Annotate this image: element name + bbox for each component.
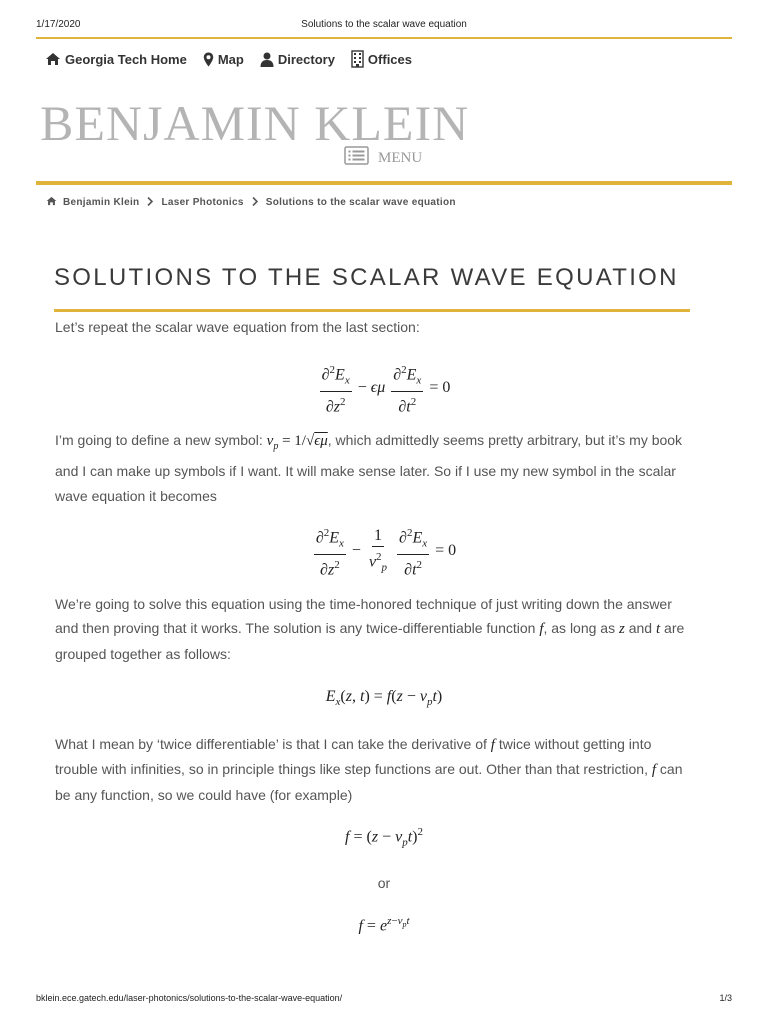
person-icon (260, 52, 274, 67)
breadcrumb-current: Solutions to the scalar wave equation (265, 197, 456, 208)
page-number: 1/3 (719, 993, 732, 1003)
equation-scalar-wave: $\frac{\partial^2E_x}{\partial z^2}$ − ϵμ $\frac{\partial^2E_x}{\partial t^2}$ = 0 (0, 361, 768, 416)
equation-example-exponential: $f = e^{z-v_pt}$ (358, 915, 410, 935)
inline-var-f: f (490, 737, 495, 753)
header-accent-rule (36, 181, 732, 185)
print-header (36, 19, 732, 30)
paragraph-intro (55, 315, 695, 339)
equation-scalar-wave-vp: $\frac{\partial^2E_x}{\partial z^2}$ − $\frac{1}{v^2_p}$ $\frac{\partial^2E_x}{\partial t^2}$ = 0 (0, 524, 768, 579)
paragraph-twice-differentiable (55, 732, 695, 807)
nav-link-directory[interactable] (260, 50, 335, 68)
menu-label: MENU (378, 149, 423, 166)
print-footer (36, 993, 732, 1003)
title-accent-rule (54, 309, 690, 312)
nav-label: Offices (367, 51, 412, 67)
paragraph-text: and (624, 620, 656, 637)
home-icon (46, 196, 57, 209)
breadcrumb-link-section[interactable]: Laser Photonics (161, 197, 244, 208)
building-icon (351, 50, 364, 68)
paragraph-text: We’re going to solve this equation using the time-honored technique of just writing down the answer and then proving that it works. The solution is any twice-differentiable function (55, 596, 672, 637)
nav-label: Georgia Tech Home (65, 51, 187, 67)
paragraph-text: , which admittedly seems pretty arbitrary, but it’s my book and I can make up symbols if I want. It will make sense later. So if I use my new symbol in the scalar wave equation it becomes (55, 432, 683, 504)
list-menu-icon (344, 146, 369, 170)
nav-link-offices[interactable] (351, 50, 412, 68)
nav-label: Directory (277, 51, 335, 67)
paragraph-text: I’m going to define a new symbol: (55, 432, 267, 448)
paragraph-solution (55, 592, 695, 666)
nav-link-map[interactable] (203, 50, 244, 68)
paragraph-text: are grouped together as follows: (55, 620, 685, 662)
paragraph-text: can be any function, so we could have (for example) (55, 761, 683, 803)
inline-var-f: f (651, 762, 657, 779)
breadcrumb (46, 196, 456, 209)
page-url: bklein.ece.gatech.edu/laser-photonics/solutions-to-the-scalar-wave-equation/ (36, 993, 343, 1003)
page-title: SOLUTIONS TO THE SCALAR WAVE EQUATION (54, 264, 679, 291)
inline-var-z: z (618, 621, 625, 638)
chevron-right-icon (147, 197, 153, 209)
nav-link-georgia-tech-home[interactable] (45, 50, 187, 68)
print-title: Solutions to the scalar wave equation (301, 19, 467, 30)
utility-nav (45, 50, 412, 68)
inline-formula-vp: $v_p = 1/√\epsilon\mu$ (266, 433, 328, 452)
or-text: or (377, 875, 391, 891)
menu-toggle-button[interactable] (344, 146, 422, 170)
paragraph-text: twice without getting into trouble with infinities, so in principle things like step functions are out. Other than that restriction, (55, 736, 652, 778)
print-date: 1/17/2020 (36, 19, 81, 30)
paragraph-new-symbol (55, 428, 695, 508)
map-pin-icon (203, 52, 214, 67)
equation-example-square: $f = (z - v_pt)^2$ (345, 826, 423, 849)
inline-var-f: f (539, 621, 544, 638)
nav-label: Map (217, 51, 244, 67)
paragraph-text: , as long as (543, 620, 619, 637)
equation-general-solution: $E_x(z$, $t) = f(z - v_pt)$ (325, 688, 443, 709)
breadcrumb-link-home[interactable]: Benjamin Klein (63, 197, 140, 208)
top-accent-rule (36, 37, 732, 39)
chevron-right-icon (252, 197, 258, 209)
paragraph-text: What I mean by ‘twice differentiable’ is that I can take the derivative of (55, 736, 491, 752)
paragraph-text: Let’s repeat the scalar wave equation from the last section: (55, 319, 420, 335)
site-name[interactable]: BENJAMIN KLEIN (40, 95, 470, 140)
inline-var-t: t (655, 621, 661, 638)
home-icon (45, 52, 61, 66)
